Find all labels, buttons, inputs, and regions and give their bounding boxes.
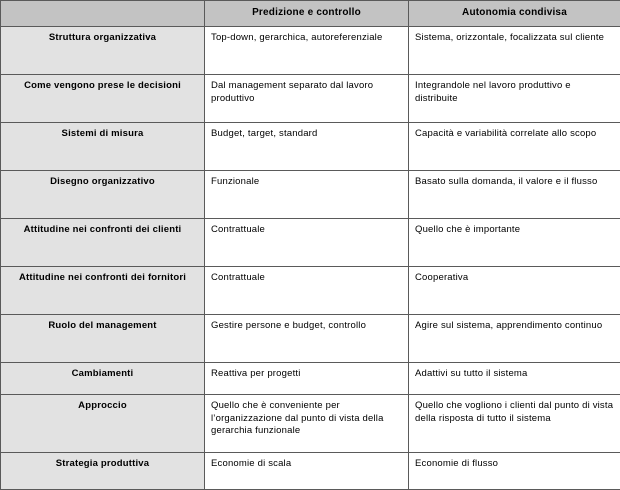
row-cell-autonomia [409, 267, 620, 315]
row-label-text: Approccio [7, 400, 198, 413]
row-cell-predizione [205, 75, 409, 123]
row-label-text: Disegno organizzativo [7, 176, 198, 189]
row-label [1, 363, 205, 395]
row-label-text: Attitudine nei confronti dei clienti [7, 224, 198, 237]
header-cell-predizione-e-controllo: Predizione e controllo [205, 1, 409, 27]
row-cell-text: Adattivi su tutto il sistema [415, 368, 614, 381]
row-cell-text: Dal management separato dal lavoro produttivo [211, 80, 402, 105]
row-label-text: Ruolo del management [7, 320, 198, 333]
row-cell-autonomia [409, 171, 620, 219]
row-cell-text: Economie di flusso [415, 458, 614, 471]
table-row [1, 363, 620, 395]
row-label [1, 395, 205, 453]
table-row [1, 219, 620, 267]
row-label [1, 453, 205, 490]
row-cell-predizione [205, 123, 409, 171]
row-label [1, 171, 205, 219]
table-row [1, 27, 620, 75]
row-cell-predizione [205, 453, 409, 490]
row-cell-text: Gestire persone e budget, controllo [211, 320, 402, 333]
row-cell-text: Budget, target, standard [211, 128, 402, 141]
table-row [1, 75, 620, 123]
row-cell-text: Reattiva per progetti [211, 368, 402, 381]
row-cell-predizione [205, 267, 409, 315]
row-cell-text: Contrattuale [211, 272, 402, 285]
row-cell-autonomia [409, 363, 620, 395]
row-cell-text: Capacità e variabilità correlate allo scopo [415, 128, 614, 141]
table-body [1, 27, 620, 490]
row-label [1, 267, 205, 315]
row-cell-text: Basato sulla domanda, il valore e il flusso [415, 176, 614, 189]
row-cell-text: Quello che è conveniente per l’organizzazione dal punto di vista della gerarchia funzionale [211, 400, 402, 438]
row-cell-text: Sistema, orizzontale, focalizzata sul cliente [415, 32, 614, 45]
row-cell-text: Cooperativa [415, 272, 614, 285]
row-cell-text: Quello che vogliono i clienti dal punto di vista della risposta di tutto il sistema [415, 400, 614, 425]
table-row [1, 395, 620, 453]
row-label [1, 123, 205, 171]
row-label-text: Attitudine nei confronti dei fornitori [7, 272, 198, 285]
row-label-text: Struttura organizzativa [7, 32, 198, 45]
row-cell-autonomia [409, 219, 620, 267]
row-label-text: Sistemi di misura [7, 128, 198, 141]
header-row [1, 1, 620, 27]
row-cell-text: Funzionale [211, 176, 402, 189]
row-cell-autonomia [409, 315, 620, 363]
row-cell-text: Agire sul sistema, apprendimento continuo [415, 320, 614, 333]
row-label [1, 315, 205, 363]
row-cell-predizione [205, 171, 409, 219]
row-cell-predizione [205, 219, 409, 267]
row-cell-text: Contrattuale [211, 224, 402, 237]
row-cell-predizione [205, 27, 409, 75]
header-cell-blank [1, 1, 205, 27]
row-label-text: Cambiamenti [7, 368, 198, 381]
table-row [1, 267, 620, 315]
row-cell-autonomia [409, 27, 620, 75]
row-cell-autonomia [409, 453, 620, 490]
row-cell-predizione [205, 395, 409, 453]
row-cell-text: Quello che è importante [415, 224, 614, 237]
row-label [1, 27, 205, 75]
row-cell-text: Top-down, gerarchica, autoreferenziale [211, 32, 402, 45]
table-row [1, 315, 620, 363]
table-row [1, 123, 620, 171]
row-label [1, 219, 205, 267]
row-cell-text: Economie di scala [211, 458, 402, 471]
row-cell-predizione [205, 363, 409, 395]
row-cell-autonomia [409, 75, 620, 123]
row-label-text: Strategia produttiva [7, 458, 198, 471]
row-cell-predizione [205, 315, 409, 363]
row-cell-autonomia [409, 123, 620, 171]
header-cell-autonomia-condivisa: Autonomia condivisa [409, 1, 620, 27]
row-label-text: Come vengono prese le decisioni [7, 80, 198, 93]
table-row [1, 453, 620, 490]
row-cell-autonomia [409, 395, 620, 453]
table-header [1, 1, 620, 27]
row-cell-text: Integrandole nel lavoro produttivo e distribuite [415, 80, 614, 105]
table-row [1, 171, 620, 219]
row-label [1, 75, 205, 123]
